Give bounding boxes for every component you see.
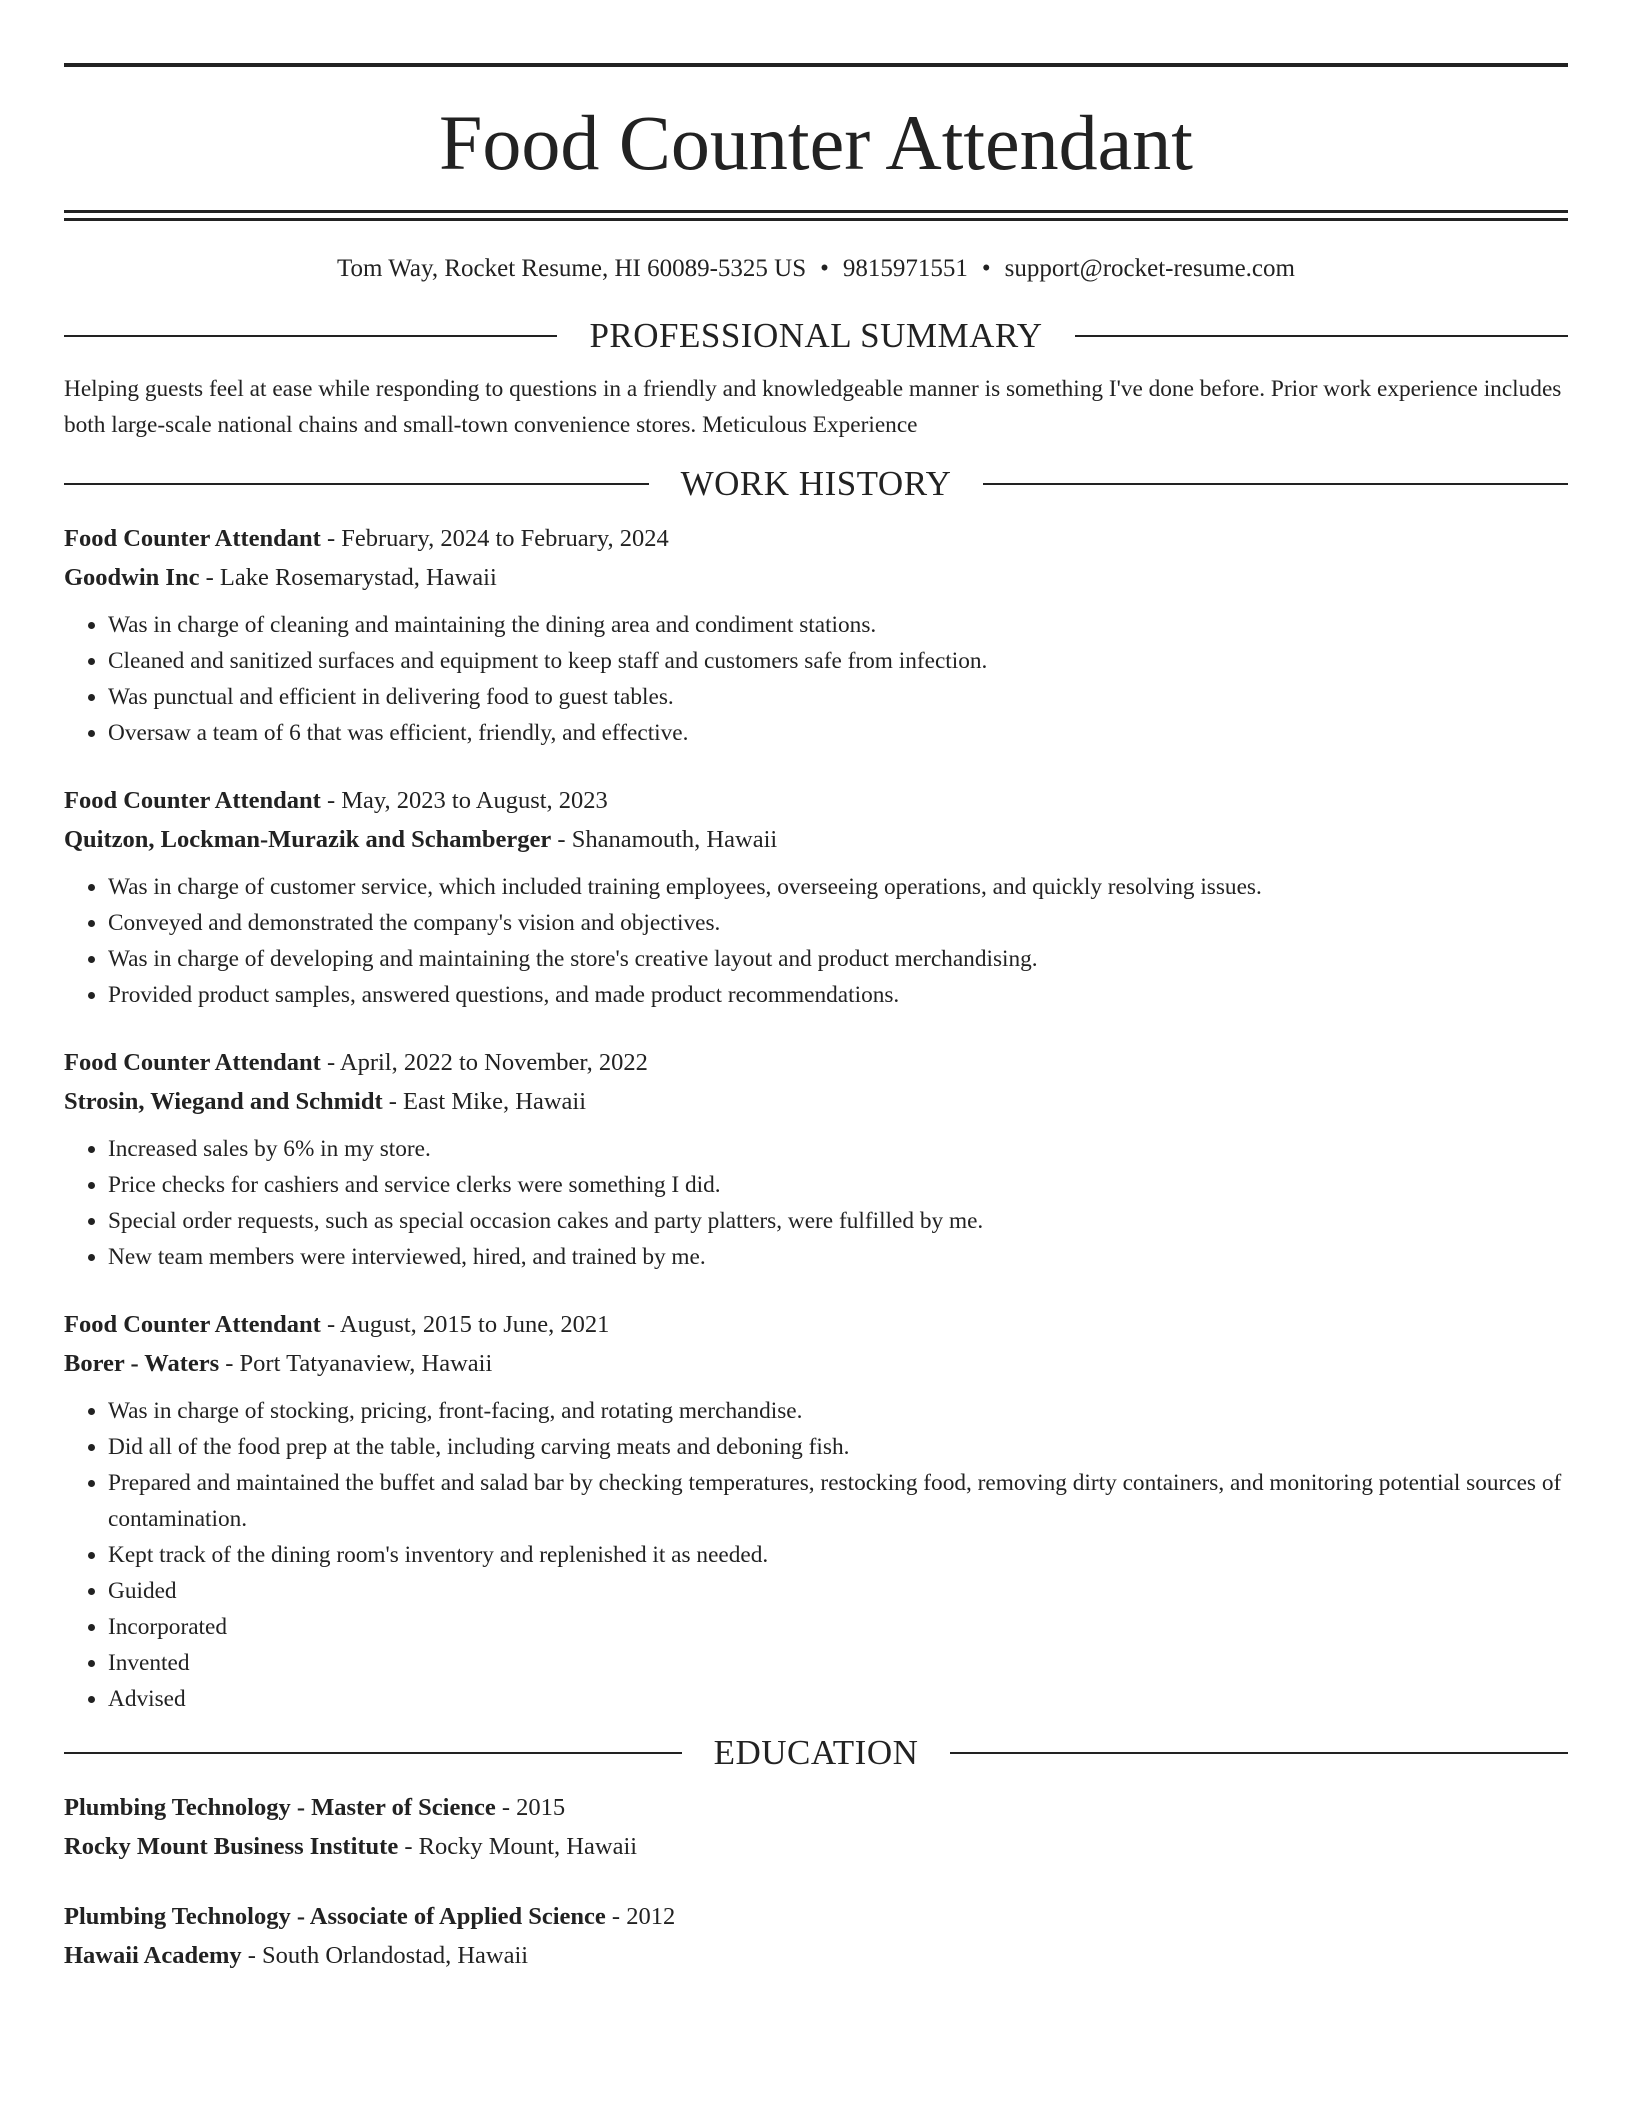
- job-bullets: [64, 607, 1568, 751]
- job-bullet: • Increased sales by 6% in my store.: [108, 1131, 1568, 1167]
- heading-rule: [950, 1752, 1568, 1754]
- job-bullet: • Cleaned and sanitized surfaces and equipment to keep staff and customers safe from infection.: [108, 643, 1568, 679]
- job-bullets: [64, 1393, 1568, 1717]
- job-bullet: • Conveyed and demonstrated the company's vision and objectives.: [108, 905, 1568, 941]
- job-bullet: • Was in charge of customer service, which included training employees, overseeing operations, and quickly resolving issues.: [108, 869, 1568, 905]
- job-company: Strosin, Wiegand and Schmidt: [64, 1088, 383, 1115]
- job-company-line: [64, 558, 1568, 597]
- school-line: [64, 1827, 1568, 1866]
- top-rule: [64, 63, 1568, 67]
- job-bullet: • Advised: [108, 1681, 1568, 1717]
- job-location: - Port Tatyanaview, Hawaii: [219, 1350, 493, 1377]
- contact-line: [64, 254, 1568, 284]
- heading-rule: [983, 483, 1568, 485]
- education-entry: [64, 1897, 1568, 1975]
- job-company: Borer - Waters: [64, 1350, 220, 1377]
- job-dates: - August, 2015 to June, 2021: [320, 1311, 610, 1338]
- job-entry: [64, 1043, 1568, 1275]
- job-bullet: • Prepared and maintained the buffet and salad bar by checking temperatures, restocking food, removing dirty containers, and monitoring potential sources of contamination.: [108, 1465, 1568, 1537]
- job-company: Goodwin Inc: [64, 564, 200, 591]
- job-title-line: [64, 781, 1568, 820]
- heading-rule: [64, 483, 649, 485]
- title-double-rule: [64, 210, 1568, 221]
- job-bullet: • Provided product samples, answered questions, and made product recommendations.: [108, 977, 1568, 1013]
- job-title-line: [64, 1043, 1568, 1082]
- school-location: - South Orlandostad, Hawaii: [241, 1942, 529, 1969]
- job-bullet: • Invented: [108, 1645, 1568, 1681]
- resume-title: Food Counter Attendant: [439, 99, 1193, 186]
- job-location: - Lake Rosemarystad, Hawaii: [199, 564, 497, 591]
- education-list: [64, 1788, 1568, 1975]
- job-bullet: • Incorporated: [108, 1609, 1568, 1645]
- job-company-line: [64, 1344, 1568, 1383]
- school-line: [64, 1936, 1568, 1975]
- contact-address: Tom Way, Rocket Resume, HI 60089-5325 US: [337, 255, 807, 282]
- school-location: - Rocky Mount, Hawaii: [398, 1833, 638, 1860]
- job-bullet: • Guided: [108, 1573, 1568, 1609]
- job-bullet: • Was in charge of cleaning and maintaining the dining area and condiment stations.: [108, 607, 1568, 643]
- heading-rule: [64, 1752, 682, 1754]
- contact-separator: •: [981, 255, 991, 282]
- contact-phone: 9815971551: [842, 255, 968, 282]
- section-heading-education: [64, 1731, 1568, 1775]
- job-company-line: [64, 1082, 1568, 1121]
- summary-text: Helping guests feel at ease while responding to questions in a friendly and knowledgeable manner is something I've done before. Prior work experience includes both large-scale national chains and small-town convenience stores. Meticulous Experience: [64, 376, 1562, 438]
- job-entry: [64, 781, 1568, 1013]
- job-bullet: • Oversaw a team of 6 that was efficient, friendly, and effective.: [108, 715, 1568, 751]
- job-bullet: • Special order requests, such as special occasion cakes and party platters, were fulfilled by me.: [108, 1203, 1568, 1239]
- education-entry: [64, 1788, 1568, 1866]
- job-location: - East Mike, Hawaii: [382, 1088, 587, 1115]
- job-bullet: • Price checks for cashiers and service clerks were something I did.: [108, 1167, 1568, 1203]
- school-name: Rocky Mount Business Institute: [64, 1833, 399, 1860]
- job-company-line: [64, 820, 1568, 859]
- heading-rule: [64, 335, 557, 337]
- degree-line: [64, 1788, 1568, 1827]
- job-title-line: [64, 1305, 1568, 1344]
- job-title: Food Counter Attendant: [64, 787, 321, 814]
- job-dates: - April, 2022 to November, 2022: [320, 1049, 648, 1076]
- resume-page: [64, 63, 1568, 1975]
- job-title: Food Counter Attendant: [64, 1049, 321, 1076]
- job-dates: - February, 2024 to February, 2024: [320, 525, 669, 552]
- job-bullet: • Did all of the food prep at the table, including carving meats and deboning fish.: [108, 1429, 1568, 1465]
- graduation-year: - 2015: [495, 1794, 566, 1821]
- degree-line: [64, 1897, 1568, 1936]
- job-bullets: [64, 1131, 1568, 1275]
- job-title-line: [64, 519, 1568, 558]
- job-location: - Shanamouth, Hawaii: [551, 826, 778, 853]
- heading-rule: [1075, 335, 1568, 337]
- section-heading-work-history: [64, 462, 1568, 506]
- section-heading-summary: [64, 314, 1568, 358]
- degree: Plumbing Technology - Master of Science: [64, 1794, 496, 1821]
- job-entry: [64, 1305, 1568, 1717]
- contact-email: support@rocket-resume.com: [1004, 255, 1295, 282]
- job-company: Quitzon, Lockman-Murazik and Schamberger: [64, 826, 552, 853]
- job-title: Food Counter Attendant: [64, 1311, 321, 1338]
- graduation-year: - 2012: [605, 1903, 676, 1930]
- section-title: WORK HISTORY: [680, 464, 952, 503]
- job-entry: [64, 519, 1568, 751]
- school-name: Hawaii Academy: [64, 1942, 242, 1969]
- contact-separator: •: [820, 255, 829, 282]
- job-bullet: • Was in charge of stocking, pricing, front-facing, and rotating merchandise.: [108, 1393, 1568, 1429]
- job-bullet: • Was in charge of developing and maintaining the store's creative layout and product merchandising.: [108, 941, 1568, 977]
- job-bullet: • New team members were interviewed, hired, and trained by me.: [108, 1239, 1568, 1275]
- job-bullet: • Kept track of the dining room's inventory and replenished it as needed.: [108, 1537, 1568, 1573]
- degree: Plumbing Technology - Associate of Applied Science: [64, 1903, 606, 1930]
- job-bullets: [64, 869, 1568, 1013]
- job-bullet: • Was punctual and efficient in delivering food to guest tables.: [108, 679, 1568, 715]
- section-title: PROFESSIONAL SUMMARY: [589, 316, 1043, 355]
- job-title: Food Counter Attendant: [64, 525, 321, 552]
- section-title: EDUCATION: [713, 1733, 919, 1772]
- job-dates: - May, 2023 to August, 2023: [320, 787, 608, 814]
- work-history-list: [64, 519, 1568, 1717]
